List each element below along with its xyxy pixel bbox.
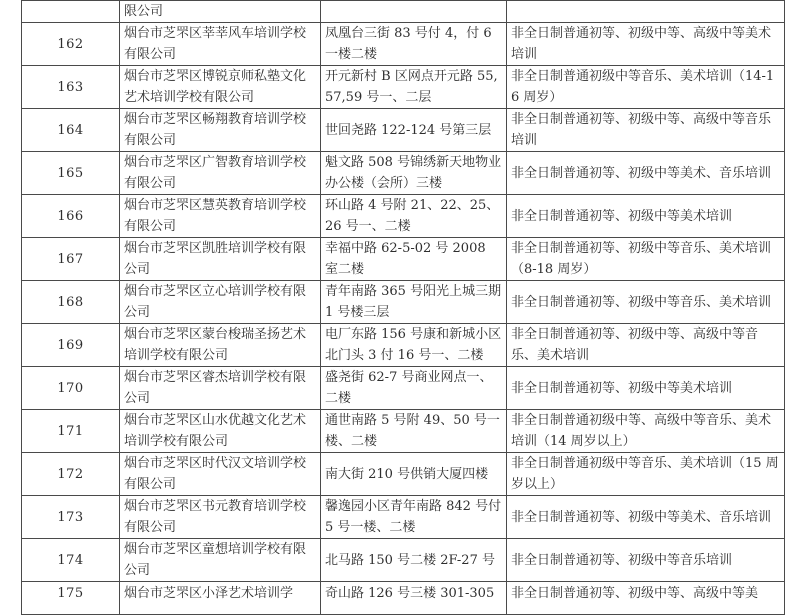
scope-cell: 非全日制普通初等、初级中等、高级中等美 [507,582,785,615]
index-cell: 174 [22,539,120,582]
index-cell: 168 [22,281,120,324]
address-cell: 世回尧路 122-124 号第三层 [321,109,507,152]
name-cell: 烟台市芝罘区山水优越文化艺术培训学校有限公司 [120,410,321,453]
address-cell: 环山路 4 号附 21、22、25、26 号一、二楼 [321,195,507,238]
name-cell: 烟台市芝罘区广智教育培训学校有限公司 [120,152,321,195]
address-cell: 凤凰台三街 83 号付 4，付 6 一楼二楼 [321,23,507,66]
scope-cell: 非全日制普通初等、初级中等美术培训 [507,367,785,410]
scope-cell: 非全日制普通初等、初级中等美术培训 [507,195,785,238]
scope-cell: 非全日制普通初等、初级中等、高级中等音乐培训 [507,109,785,152]
address-cell: 南大街 210 号供销大厦四楼 [321,453,507,496]
address-cell: 青年南路 365 号阳光上城三期 1 号楼三层 [321,281,507,324]
index-cell: 163 [22,66,120,109]
address-cell: 通世南路 5 号附 49、50 号一楼、二楼 [321,410,507,453]
index-cell: 169 [22,324,120,367]
name-cell: 限公司 [120,1,321,23]
name-cell: 烟台市芝罘区慧英教育培训学校有限公司 [120,195,321,238]
address-cell: 开元新村 B 区网点开元路 55,57,59 号一、二层 [321,66,507,109]
school-registry-table [21,0,785,615]
table-row [22,238,785,281]
index-cell: 173 [22,496,120,539]
index-cell: 162 [22,23,120,66]
name-cell: 烟台市芝罘区畅翔教育培训学校有限公司 [120,109,321,152]
index-cell: 172 [22,453,120,496]
name-cell: 烟台市芝罘区凯胜培训学校有限公司 [120,238,321,281]
scope-cell: 非全日制普通初级中等音乐、美术培训（15 周岁以上） [507,453,785,496]
table-row [22,539,785,582]
table-row [22,109,785,152]
address-cell: 幸福中路 62-5-02 号 2008 室二楼 [321,238,507,281]
table-row [22,23,785,66]
table-row [22,367,785,410]
table-row [22,410,785,453]
name-cell: 烟台市芝罘区莘莘风车培训学校有限公司 [120,23,321,66]
scope-cell: 非全日制普通初等、初级中等美术、音乐培训 [507,496,785,539]
table-row-truncated [22,582,785,615]
name-cell: 烟台市芝罘区书元教育培训学校有限公司 [120,496,321,539]
scope-cell: 非全日制普通初等、初级中等音乐培训 [507,539,785,582]
address-cell: 电厂东路 156 号康和新城小区北门头 3 付 16 号一、二楼 [321,324,507,367]
index-cell: 170 [22,367,120,410]
table-row [22,66,785,109]
address-cell: 魁文路 508 号锦绣新天地物业办公楼（会所）三楼 [321,152,507,195]
address-cell: 盛尧街 62-7 号商业网点一、二楼 [321,367,507,410]
table-row [22,152,785,195]
table-row [22,453,785,496]
table-row [22,281,785,324]
name-cell: 烟台市芝罘区时代汉文培训学校有限公司 [120,453,321,496]
scope-cell: 非全日制普通初等、初级中等音乐、美术培训 [507,281,785,324]
index-cell: 166 [22,195,120,238]
index-cell: 164 [22,109,120,152]
name-cell: 烟台市芝罘区立心培训学校有限公司 [120,281,321,324]
name-cell: 烟台市芝罘区小泽艺术培训学 [120,582,321,615]
name-cell: 烟台市芝罘区童想培训学校有限公司 [120,539,321,582]
name-cell: 烟台市芝罘区睿杰培训学校有限公司 [120,367,321,410]
table-row [22,195,785,238]
name-cell: 烟台市芝罘区博锐京师私塾文化艺术培训学校有限公司 [120,66,321,109]
index-cell: 171 [22,410,120,453]
scope-cell: 非全日制普通初等、初级中等、高级中等美术培训 [507,23,785,66]
index-cell: 165 [22,152,120,195]
scope-cell: 非全日制普通初级中等、高级中等音乐、美术培训（14 周岁以上） [507,410,785,453]
name-cell: 烟台市芝罘区蒙台梭瑞圣扬艺术培训学校有限公司 [120,324,321,367]
scope-cell: 非全日制普通初级中等音乐、美术培训（14-16 周岁） [507,66,785,109]
address-cell: 奇山路 126 号三楼 301-305 [321,582,507,615]
table-row [22,496,785,539]
table-row [22,324,785,367]
index-cell: 175 [22,582,120,615]
scope-cell: 非全日制普通初等、初级中等美术、音乐培训 [507,152,785,195]
table-row-continued [22,1,785,23]
scope-cell: 非全日制普通初等、初级中等、高级中等音乐、美术培训 [507,324,785,367]
address-cell: 馨逸园小区青年南路 842 号付 5 号一楼、二楼 [321,496,507,539]
index-cell: 167 [22,238,120,281]
scope-cell: 非全日制普通初等、初级中等音乐、美术培训（8-18 周岁） [507,238,785,281]
address-cell: 北马路 150 号二楼 2F-27 号 [321,539,507,582]
